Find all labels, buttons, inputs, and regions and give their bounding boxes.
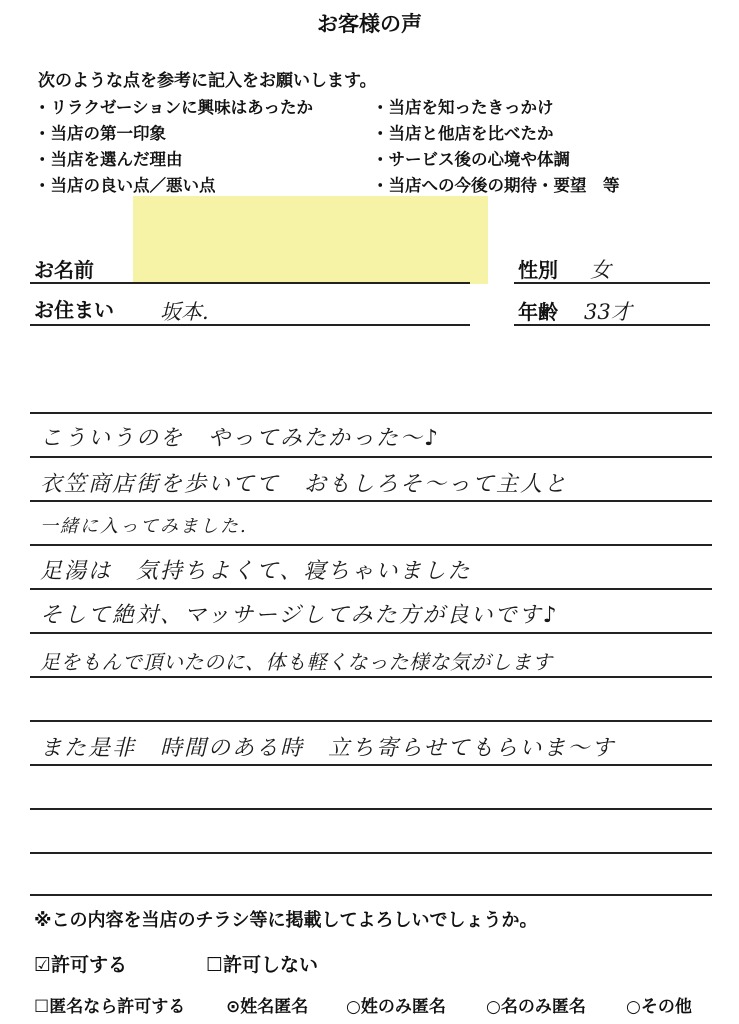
age-label: 年齢 [518, 300, 558, 324]
comment-line-2: 衣笠商店街を歩いてて おもしろそ〜って主人と [40, 472, 569, 497]
comment-rule-7 [30, 720, 712, 722]
comment-line-4: 足湯は 気持ちよくて、寝ちゃいました [40, 559, 472, 584]
gender-line [514, 282, 710, 284]
comment-rule-8 [30, 764, 712, 766]
age-line [514, 324, 710, 326]
comment-line-6: 足をもんで頂いたのに、体も軽くなった様な気がします [40, 650, 553, 674]
other-radio[interactable]: ○その他 [626, 997, 692, 1017]
comment-rule-3 [30, 544, 712, 546]
bullet-compare: ・当店と他店を比べたか [372, 124, 554, 143]
last-name-anon-radio[interactable]: ○姓のみ匿名 [346, 997, 446, 1017]
bullet-relaxation: ・リラクゼーションに興味はあったか [34, 98, 314, 117]
name-line [30, 282, 470, 284]
address-label: お住まい [34, 298, 114, 322]
deny-checkbox[interactable]: ☐許可しない [206, 954, 319, 976]
comment-rule-9 [30, 808, 712, 810]
bullet-reason: ・当店を選んだ理由 [34, 150, 183, 169]
address-line [30, 324, 470, 326]
bullet-expectations: ・当店への今後の期待・要望 等 [372, 176, 620, 195]
anon-allow-checkbox[interactable]: ☐匿名なら許可する [34, 997, 186, 1017]
bullet-first-impression: ・当店の第一印象 [34, 124, 166, 143]
consent-question: ※この内容を当店のチラシ等に掲載してよろしいでしょうか。 [34, 910, 538, 931]
comment-rule-6 [30, 676, 712, 678]
gender-label: 性別 [518, 258, 558, 282]
comment-rule-4 [30, 588, 712, 590]
first-name-anon-radio[interactable]: ○名のみ匿名 [486, 997, 586, 1017]
comment-rule-2 [30, 500, 712, 502]
intro-text: 次のような点を参考に記入をお願いします。 [38, 71, 377, 91]
full-name-anon-radio[interactable]: ⊙姓名匿名 [226, 997, 309, 1017]
address-value: 坂本. [160, 300, 209, 324]
bullet-good-bad: ・当店の良い点／悪い点 [34, 176, 216, 195]
allow-checkbox[interactable]: ☑許可する [34, 954, 128, 976]
comment-top-rule [30, 412, 712, 414]
bullet-how-found: ・当店を知ったきっかけ [372, 98, 554, 117]
comment-bottom-rule [30, 894, 712, 896]
comment-line-5: そして絶対、マッサージしてみた方が良いです♪ [40, 603, 559, 628]
age-value: 33才 [584, 300, 632, 324]
name-label: お名前 [34, 258, 94, 282]
comment-line-3: 一緒に入ってみました. [40, 516, 248, 537]
comment-rule-1 [30, 456, 712, 458]
comment-rule-10 [30, 852, 712, 854]
comment-line-8: また是非 時間のある時 立ち寄らせてもらいま〜す [40, 736, 616, 761]
gender-value: 女 [590, 258, 611, 282]
comment-line-1: こういうのを やってみたかった〜♪ [40, 426, 441, 451]
page-title: お客様の声 [317, 12, 422, 36]
name-privacy-mask [133, 196, 488, 284]
comment-rule-5 [30, 632, 712, 634]
bullet-after-service: ・サービス後の心境や体調 [372, 150, 570, 169]
